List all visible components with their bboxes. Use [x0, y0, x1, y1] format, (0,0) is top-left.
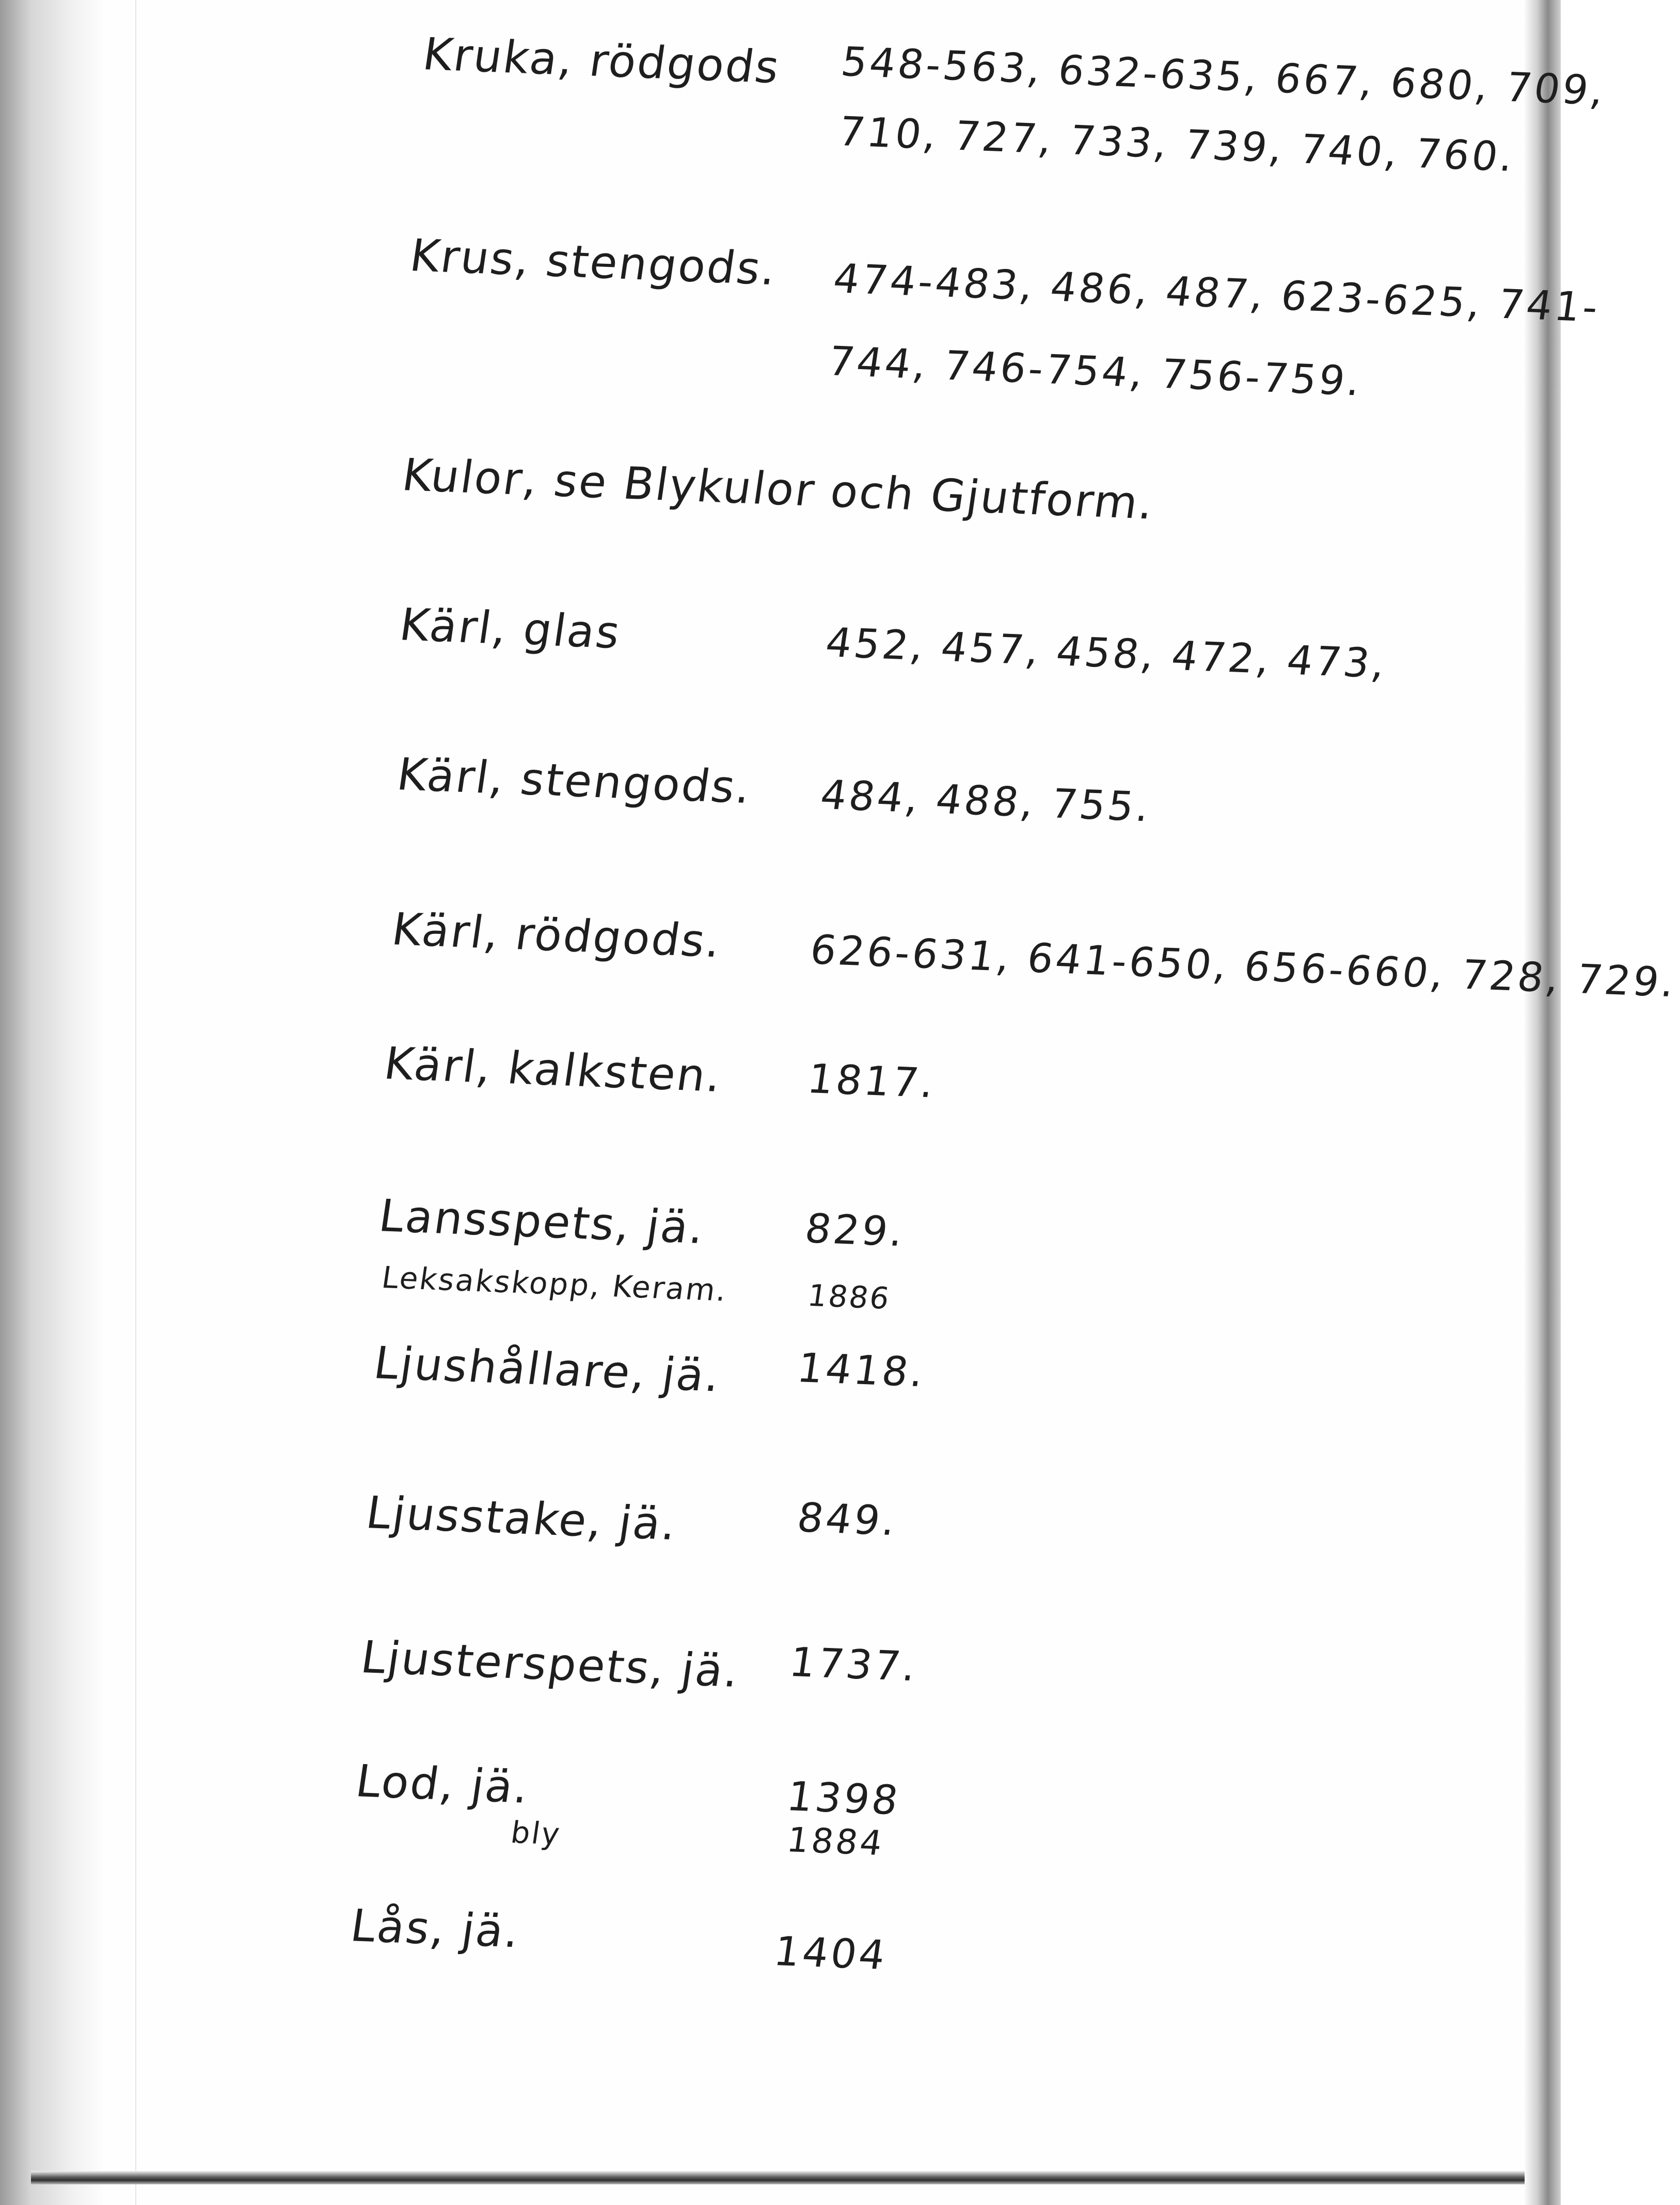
index-references: 474-483, 486, 487, 623-625, 741-: [830, 256, 1604, 331]
index-references: 1737.: [786, 1639, 922, 1691]
index-references: 484, 488, 755.: [817, 772, 1155, 831]
index-term: Ljusterspets, jä.: [357, 1631, 744, 1698]
index-references: 1404: [771, 1928, 891, 1979]
page-bottom-edge: [31, 2171, 1525, 2184]
index-references: 548-563, 632-635, 667, 680, 709,: [838, 39, 1609, 115]
binding-fold-line: [135, 0, 136, 2205]
index-references: 849.: [794, 1495, 901, 1545]
index-term: Kärl, rödgods.: [388, 903, 725, 968]
index-term: Kärl, kalksten.: [381, 1038, 726, 1102]
index-term: Kärl, stengods.: [393, 749, 756, 814]
index-term: Lod, jä.: [352, 1755, 534, 1814]
index-references: 1418.: [794, 1345, 929, 1397]
page-right-edge: [1525, 0, 1561, 2205]
index-term: Ljushållare, jä.: [370, 1337, 725, 1402]
index-references: 1817.: [804, 1056, 940, 1107]
index-term: Krus, stengods.: [406, 230, 781, 296]
index-term: Kruka, rödgods: [419, 28, 784, 94]
index-references: 744, 746-754, 756-759.: [825, 338, 1366, 405]
index-sub-term: bly: [509, 1815, 564, 1852]
index-cross-reference: Kulor, se Blykulor och Gjutform.: [399, 449, 1159, 530]
index-references: 1886: [805, 1278, 893, 1316]
book-binding-shadow: [0, 0, 103, 2205]
index-term: Kärl, glas: [396, 599, 625, 659]
index-references: 1884: [784, 1820, 887, 1864]
index-references: 710, 727, 733, 739, 740, 760.: [835, 108, 1519, 181]
index-term: Lansspets, jä.: [375, 1190, 709, 1254]
index-term: Leksakskopp, Keram.: [379, 1260, 731, 1308]
index-references: 452, 457, 458, 472, 473,: [822, 620, 1391, 688]
index-references: 626-631, 641-650, 656-660, 728, 729.: [807, 927, 1680, 1007]
index-term: Lås, jä.: [347, 1900, 524, 1958]
index-references: 829.: [802, 1205, 909, 1256]
index-references: 1398: [784, 1773, 904, 1825]
index-term: Ljusstake, jä.: [362, 1487, 681, 1550]
